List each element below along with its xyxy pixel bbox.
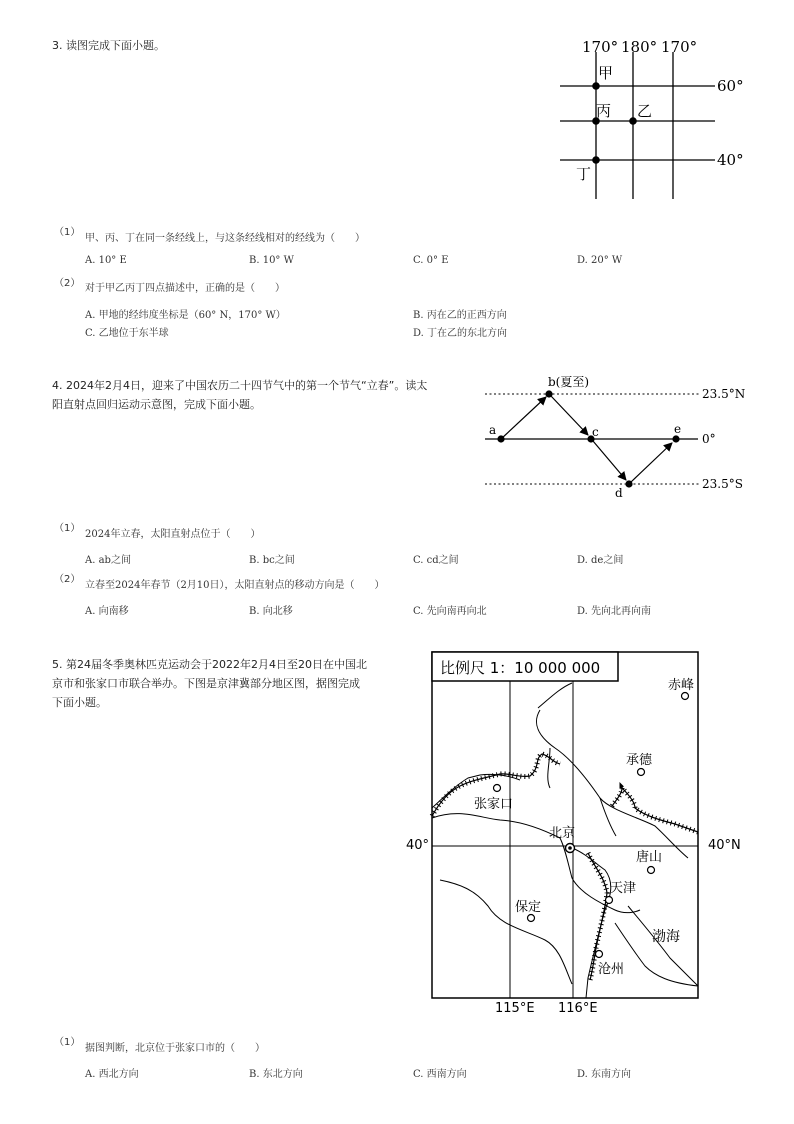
point-jia	[592, 82, 600, 90]
q5-sub1-option-b[interactable]: B. 东北方向	[249, 1069, 303, 1080]
q4-sub1-number: （1）	[54, 523, 81, 534]
q5-sub1-number: （1）	[54, 1037, 81, 1048]
q4-sub2-number: （2）	[54, 574, 81, 585]
coast-railway-hatch	[588, 853, 607, 980]
city-baoding-marker	[528, 915, 535, 922]
segment-a-b	[501, 397, 546, 439]
city-cangzhou-marker	[596, 951, 603, 958]
city-tangshan-marker	[648, 867, 655, 874]
segment-c-d	[593, 441, 626, 480]
segment-d-e	[631, 443, 672, 482]
lon-label-170-left: 170°	[582, 38, 619, 56]
segment-b-c	[551, 396, 588, 435]
point-a	[497, 435, 504, 442]
q5-sub1-option-a[interactable]: A. 西北方向	[85, 1069, 139, 1080]
city-baoding-label: 保定	[515, 900, 542, 915]
label-ding: 丁	[576, 165, 592, 183]
q3-sub1-number: （1）	[54, 227, 81, 238]
q4-stem-line1: 4. 2024年2月4日，迎来了中国农历二十四节气中的第一个节气“立春”。读太	[52, 379, 428, 392]
great-wall-east-hatch	[612, 788, 698, 832]
q4-sub2-option-c[interactable]: C. 先向南再向北	[413, 606, 487, 617]
q4-sub2-text: 立春至2024年春节（2月10日），太阳直射点的移动方向是（ ）	[85, 580, 385, 591]
point-e	[672, 435, 679, 442]
q4-sub2-option-a[interactable]: A. 向南移	[85, 606, 129, 617]
label-c: c	[592, 425, 599, 439]
q4-sub2-option-d[interactable]: D. 先向北再向南	[577, 606, 652, 617]
point-yi	[629, 117, 637, 125]
q5-stem-line2: 京市和张家口市联合举办。下图是京津冀部分地区图，据图完成	[52, 677, 360, 690]
city-beijing-label: 北京	[549, 826, 576, 841]
city-chengde-label: 承德	[626, 753, 653, 768]
city-tangshan-label: 唐山	[636, 850, 663, 865]
label-23-5-n: 23.5°N	[702, 387, 746, 401]
map-frame	[432, 652, 698, 998]
q3-graticule-figure	[555, 34, 755, 204]
label-b-summer-solstice: b(夏至)	[548, 375, 590, 389]
lon-label-180: 180°	[621, 38, 658, 56]
q5-sub1-option-c[interactable]: C. 西南方向	[413, 1069, 467, 1080]
label-23-5-s: 23.5°S	[702, 477, 743, 491]
label-a: a	[489, 423, 497, 437]
city-cangzhou-label: 沧州	[598, 962, 625, 977]
q4-sub1-option-d[interactable]: D. de之间	[577, 555, 624, 566]
q4-sub1-option-a[interactable]: A. ab之间	[85, 555, 131, 566]
label-e: e	[674, 422, 682, 436]
q4-solar-point-figure	[480, 372, 760, 500]
q3-sub1-text: 甲、丙、丁在同一条经线上，与这条经线相对的经线为（ ）	[85, 233, 365, 244]
scale-label: 比例尺 1：10 000 000	[440, 659, 601, 677]
lat-label-60: 60°	[717, 77, 744, 95]
city-chengde-marker	[638, 769, 645, 776]
label-d: d	[615, 486, 623, 500]
q5-jingjinji-map	[400, 648, 780, 1018]
q4-stem-line2: 阳直射点回归运动示意图，完成下面小题。	[52, 398, 261, 411]
q3-sub2-text: 对于甲乙丙丁四点描述中，正确的是（ ）	[85, 283, 285, 294]
q3-sub1-option-b[interactable]: B. 10° W	[249, 255, 294, 266]
lon-label-115e: 115°E	[495, 1001, 535, 1016]
lon-label-116e: 116°E	[558, 1001, 598, 1016]
q3-sub2-option-c[interactable]: C. 乙地位于东半球	[85, 328, 169, 339]
q5-sub1-text: 据图判断，北京位于张家口市的（ ）	[85, 1043, 265, 1054]
q4-sub2-option-b[interactable]: B. 向北移	[249, 606, 293, 617]
q5-stem-line3: 下面小题。	[52, 696, 107, 709]
q4-sub1-option-b[interactable]: B. bc之间	[249, 555, 295, 566]
q5-stem-line1: 5. 第24届冬季奥林匹克运动会于2022年2月4日至20日在中国北	[52, 658, 367, 671]
label-yi: 乙	[637, 102, 653, 120]
city-beijing-center	[568, 846, 572, 850]
sea-bohai-label: 渤海	[652, 929, 680, 945]
lat-label-right: 40°N	[708, 838, 741, 853]
q5-sub1-option-d[interactable]: D. 东南方向	[577, 1069, 632, 1080]
great-wall-east	[612, 788, 698, 832]
q3-sub1-option-c[interactable]: C. 0° E	[413, 255, 449, 266]
lat-label-left: 40°	[406, 838, 430, 853]
q3-sub2-option-d[interactable]: D. 丁在乙的东北方向	[413, 328, 508, 339]
point-ding	[592, 156, 600, 164]
lat-label-40: 40°	[717, 151, 744, 169]
q4-sub1-text: 2024年立春，太阳直射点位于（ ）	[85, 529, 261, 540]
label-equator: 0°	[702, 432, 716, 446]
city-chifeng-label: 赤峰	[668, 678, 695, 693]
point-b	[545, 390, 552, 397]
label-bing: 丙	[596, 102, 612, 120]
boundary-misc	[432, 748, 616, 836]
city-tianjin-label: 天津	[610, 881, 637, 896]
point-d	[625, 480, 632, 487]
city-zhangjiakou-label: 张家口	[474, 797, 514, 812]
city-zhangjiakou-marker	[494, 785, 501, 792]
q3-sub1-option-a[interactable]: A. 10° E	[85, 255, 127, 266]
q3-sub2-option-b[interactable]: B. 丙在乙的正西方向	[413, 310, 507, 321]
q3-sub1-option-d[interactable]: D. 20° W	[577, 255, 623, 266]
q3-sub2-number: （2）	[54, 278, 81, 289]
city-tianjin-marker	[606, 897, 613, 904]
label-jia: 甲	[598, 64, 614, 82]
q3-sub2-option-a[interactable]: A. 甲地的经纬度坐标是（60° N，170° W）	[85, 310, 286, 321]
city-chifeng-marker	[682, 693, 689, 700]
lon-label-170-right: 170°	[661, 38, 698, 56]
q4-sub1-option-c[interactable]: C. cd之间	[413, 555, 459, 566]
q3-stem: 3. 读图完成下面小题。	[52, 39, 165, 52]
